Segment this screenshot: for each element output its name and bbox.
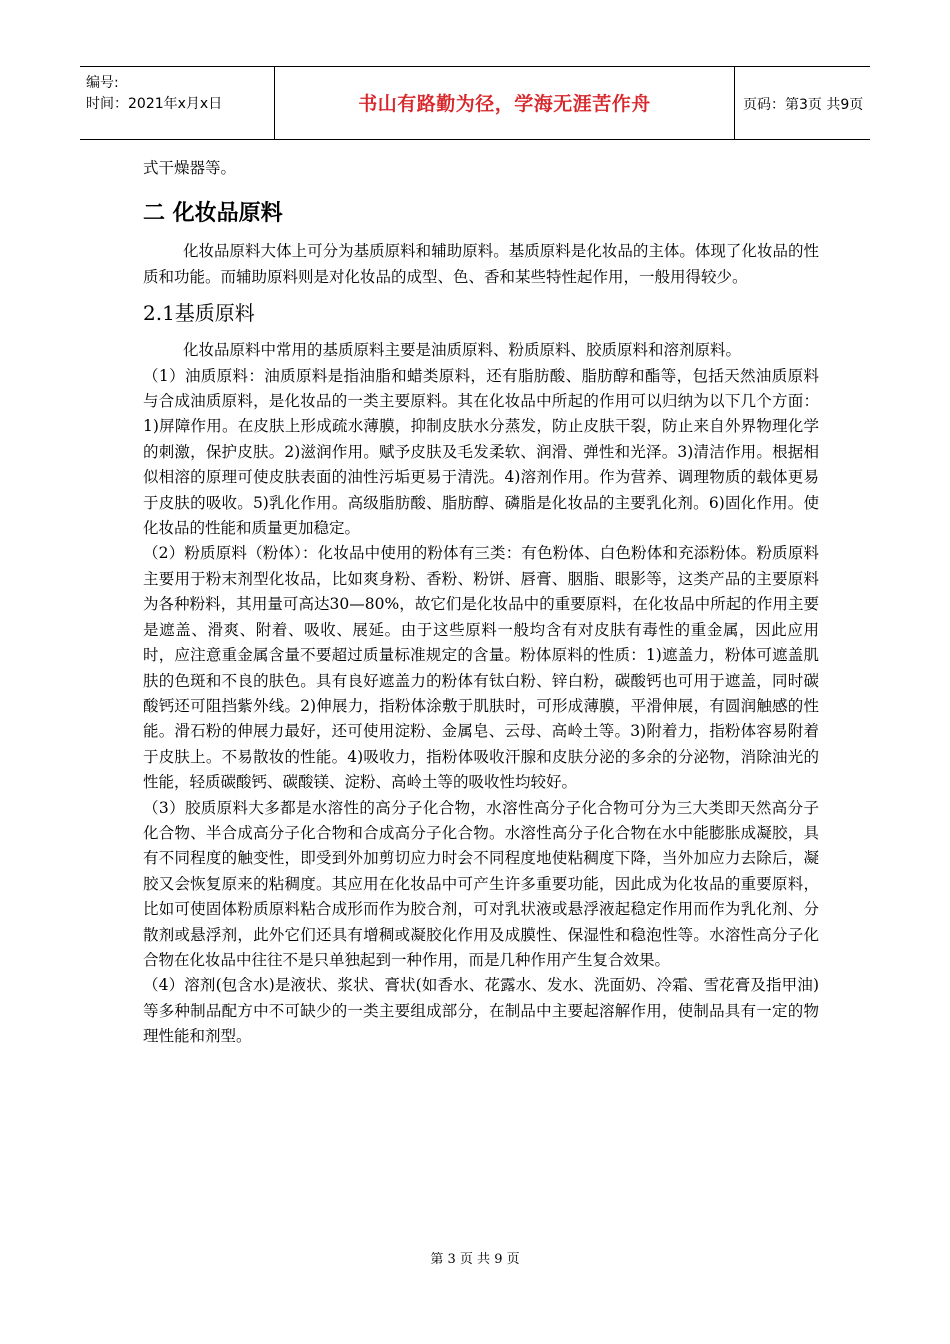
header-page-number: 页码：第3页 共9页 [743,97,864,113]
header-motto-cell [275,67,735,139]
page-footer: 第 3 页 共 9 页 [430,1252,520,1267]
subsection-title: 2.1基质原料 [143,301,255,326]
document-number-label: 编号: [86,75,119,91]
section-intro-paragraph: 化妆品原料大体上可分为基质原料和辅助原料。基质原料是化妆品的主体。体现了化妆品的性质和功能。而辅助原料则是对化妆品的成型、色、香和某些特性起作用，一般用得较少。 [143,242,819,286]
header-motto: 书山有路勤为径，学海无涯苦作舟 [358,93,651,115]
subsection-intro-paragraph: 化妆品原料中常用的基质原料主要是油质原料、粉质原料、胶质原料和溶剂原料。 [183,341,742,360]
page-header [80,66,870,140]
header-meta-cell [80,67,275,139]
list-item: （1）油质原料：油质原料是指油脂和蜡类原料，还有脂肪酸、脂肪醇和酯等，包括天然油质原料与合成油质原料，是化妆品的一类主要原料。其在化妆品中所起的作用可以归纳为以下几个方面：1)屏障作用。在皮肤上形成疏水薄膜，抑制皮肤水分蒸发，防止皮肤干裂，防止来自外界物理化学的刺激，保护皮肤。2)滋润作用。赋予皮肤及毛发柔软、润滑、弹性和光泽。3)清洁作用。根据相似相溶的原理可使皮肤表面的油性污垢更易于清洗。4)溶剂作用。作为营养、调理物质的载体更易于皮肤的吸收。5)乳化作用。高级脂肪酸、脂肪醇、磷脂是化妆品的主要乳化剂。6)固化作用。使化妆品的性能和质量更加稳定。 [143,366,819,538]
header-page-cell [735,67,870,139]
list-item: （2）粉质原料（粉体）：化妆品中使用的粉体有三类：有色粉体、白色粉体和充添粉体。粉质原料主要用于粉末剂型化妆品，比如爽身粉、香粉、粉饼、唇膏、胭脂、眼影等，这类产品的主要原料为各种粉料，其用量可高达30—80%，故它们是化妆品中的重要原料，在化妆品中所起的作用主要是遮盖、滑爽、附着、吸收、展延。由于这些原料一般均含有对皮肤有毒性的重金属，因此应用时，应注意重金属含量不要超过质量标准规定的含量。粉体原料的性质：1)遮盖力，粉体可遮盖肌肤的色斑和不良的肤色。具有良好遮盖力的粉体有钛白粉、锌白粉，碳酸钙也可用于遮盖，同时碳酸钙还可阻挡紫外线。2)伸展力，指粉体涂敷于肌肤时，可形成薄膜，平滑伸展，有圆润触感的性能。滑石粉的伸展力最好，还可使用淀粉、金属皂、云母、高岭土等。3)附着力，指粉体容易附着于皮肤上。不易散妆的性能。4)吸收力，指粉体吸收汗腺和皮肤分泌的多余的分泌物，消除油光的性能，轻质碳酸钙、碳酸镁、淀粉、高岭土等的吸收性均较好。 [143,544,819,792]
document-date-label: 时间：2021年x月x日 [86,96,223,112]
continued-text: 式干燥器等。 [143,159,237,177]
list-item: （4）溶剂(包含水)是液状、浆状、膏状(如香水、花露水、发水、洗面奶、冷霜、雪花膏及指甲油)等多种制品配方中不可缺少的一类主要组成部分，在制品中主要起溶解作用，使制品具有一定的物理性能和剂型。 [143,976,819,1046]
list-item: （3）胶质原料大多都是水溶性的高分子化合物，水溶性高分子化合物可分为三大类即天然高分子化合物、半合成高分子化合物和合成高分子化合物。水溶性高分子化合物在水中能膨胀成凝胶，具有不同程度的触变性，即受到外加剪切应力时会不同程度地使粘稠度下降，当外加应力去除后，凝胶又会恢复原来的粘稠度。其应用在化妆品中可产生许多重要功能，因此成为化妆品的重要原料，比如可使固体粉质原料粘合成形而作为胶合剂，可对乳状液或悬浮液起稳定作用而作为乳化剂、分散剂或悬浮剂，此外它们还具有增稠或凝胶化作用及成膜性、保湿性和稳泡性等。水溶性高分子化合物在化妆品中往往不是只单独起到一种作用，而是几种作用产生复合效果。 [143,798,819,969]
section-title: 二 化妆品原料 [143,201,283,227]
document-body [143,156,819,1050]
